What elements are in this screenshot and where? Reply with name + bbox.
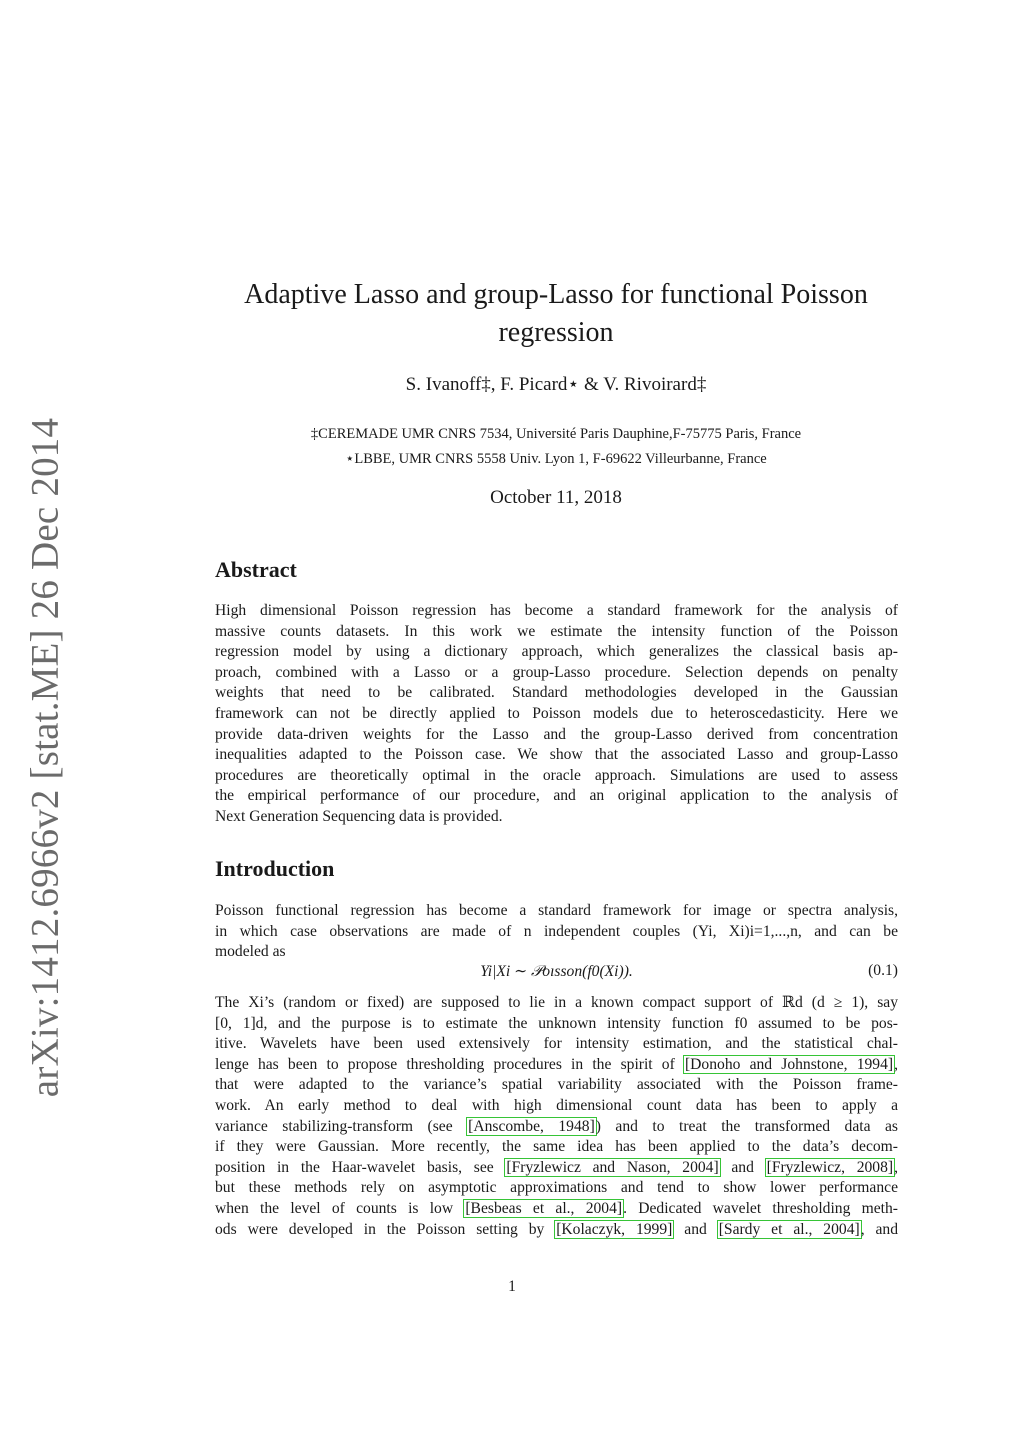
intro-line: work. An early method to deal with high dimensional count data has been to apply a: [215, 1096, 898, 1114]
equation-number: (0.1): [868, 962, 898, 979]
abstract-line: provide data-driven weights for the Lasso and the group-Lasso derived from concentration: [215, 725, 898, 743]
affiliation-ceremade: ‡CEREMADE UMR CNRS 7534, Université Paris Dauphine,F-75775 Paris, France: [310, 426, 802, 442]
intro-line: [215, 1220, 898, 1241]
abstract-line: proach, combined with a Lasso or a group-Lasso procedure. Selection depends on penalty: [215, 663, 898, 681]
intro-line: [215, 1117, 898, 1138]
paper-date: October 11, 2018: [490, 487, 622, 508]
abstract-line: regression model by using a dictionary approach, which generalizes the classical basis ap-: [215, 643, 898, 661]
intro-text: ods were developed in the Poisson setting by: [215, 1220, 556, 1238]
intro-text: . Dedicated wavelet thresholding meth-: [623, 1199, 898, 1217]
intro-line: [0, 1]d, and the purpose is to estimate the unknown intensity function f0 assumed to be pos-: [215, 1014, 898, 1032]
citation-link-fryzlewicz-nason[interactable]: [Fryzlewicz and Nason, 2004]: [506, 1158, 719, 1176]
intro-line: if they were Gaussian. More recently, the same idea has been applied to the data’s decom-: [215, 1138, 898, 1156]
abstract-line: High dimensional Poisson regression has become a standard framework for the analysis of: [215, 602, 898, 619]
paper-title: [210, 276, 902, 352]
intro-paragraph-1: [215, 901, 898, 963]
intro-text: ,: [894, 1055, 898, 1073]
abstract-heading: Abstract: [215, 557, 297, 582]
affiliation-lbbe: ⋆LBBE, UMR CNRS 5558 Univ. Lyon 1, F-69622 Villeurbanne, France: [345, 451, 767, 467]
intro-text: and: [673, 1220, 718, 1238]
intro-line: [215, 1158, 898, 1179]
intro-text: ) and to treat the transformed data as: [595, 1117, 898, 1135]
title-line-2: regression: [498, 317, 614, 348]
citation-link-kolaczyk[interactable]: [Kolaczyk, 1999]: [556, 1220, 673, 1238]
intro-text: , and: [860, 1220, 899, 1238]
abstract-line: framework can not be directly applied to Poisson models due to heteroscedasticity. Here we: [215, 704, 898, 722]
intro-line: itive. Wavelets have been used extensively for intensity estimation, and the statistical chal-: [215, 1035, 898, 1053]
intro-paragraph-2: [215, 993, 898, 1240]
abstract-line: the empirical performance of our procedure, and an original application to the analysis of: [215, 787, 898, 805]
intro-text: lenge has been to propose thresholding procedures in the spirit of: [215, 1055, 684, 1073]
arxiv-identifier: arXiv:1412.6966v2 [stat.ME] 26 Dec 2014: [23, 417, 67, 1098]
citation-link-donoho-johnstone[interactable]: [Donoho and Johnstone, 1994]: [684, 1055, 894, 1073]
intro-text: and: [719, 1158, 766, 1176]
author-list: S. Ivanoff‡, F. Picard⋆ & V. Rivoirard‡: [405, 374, 707, 395]
intro-line: in which case observations are made of n independent couples (Yi, Xi)i=1,...,n, and can be: [215, 922, 898, 940]
abstract-line: weights that need to be calibrated. Standard methodologies developed in the Gaussian: [215, 684, 898, 702]
page-number: 1: [508, 1278, 516, 1295]
citation-link-anscombe[interactable]: [Anscombe, 1948]: [468, 1117, 595, 1135]
abstract-line: inequalities adapted to the Poisson case. We show that the associated Lasso and group-Lasso: [215, 746, 898, 764]
abstract-line: procedures are theoretically optimal in the oracle approach. Simulations are used to assess: [215, 766, 898, 784]
intro-line: The Xi’s (random or fixed) are supposed to lie in a known compact support of ℝd (d ≥ 1), say: [215, 994, 898, 1011]
citation-link-fryzlewicz[interactable]: [Fryzlewicz, 2008]: [766, 1158, 894, 1176]
citation-link-sardy[interactable]: [Sardy et al., 2004]: [718, 1220, 860, 1238]
abstract-body: [215, 601, 898, 828]
equation-body: Yi|Xi ∼ 𝒫oısson(f0(Xi)).: [480, 963, 633, 980]
intro-text: ,: [894, 1158, 898, 1176]
title-line-1: Adaptive Lasso and group-Lasso for functional Poisson: [244, 279, 868, 310]
intro-text: position in the Haar-wavelet basis, see: [215, 1158, 506, 1176]
introduction-heading: Introduction: [215, 856, 335, 881]
intro-text: variance stabilizing-transform (see: [215, 1117, 468, 1135]
intro-line: [215, 1199, 898, 1220]
abstract-line: massive counts datasets. In this work we estimate the intensity function of the Poisson: [215, 622, 898, 640]
intro-line: that were adapted to the variance’s spatial variability associated with the Poisson frame-: [215, 1076, 898, 1094]
intro-line: [215, 1055, 898, 1076]
citation-link-besbeas[interactable]: [Besbeas et al., 2004]: [465, 1199, 623, 1217]
equation-0-1: [215, 962, 898, 984]
intro-line: Poisson functional regression has become a standard framework for image or spectra analysis,: [215, 902, 898, 919]
intro-line: modeled as: [215, 943, 286, 961]
intro-line: but these methods rely on asymptotic approximations and tend to show lower performance: [215, 1179, 898, 1197]
abstract-line: Next Generation Sequencing data is provided.: [215, 807, 503, 825]
intro-text: when the level of counts is low: [215, 1199, 465, 1217]
